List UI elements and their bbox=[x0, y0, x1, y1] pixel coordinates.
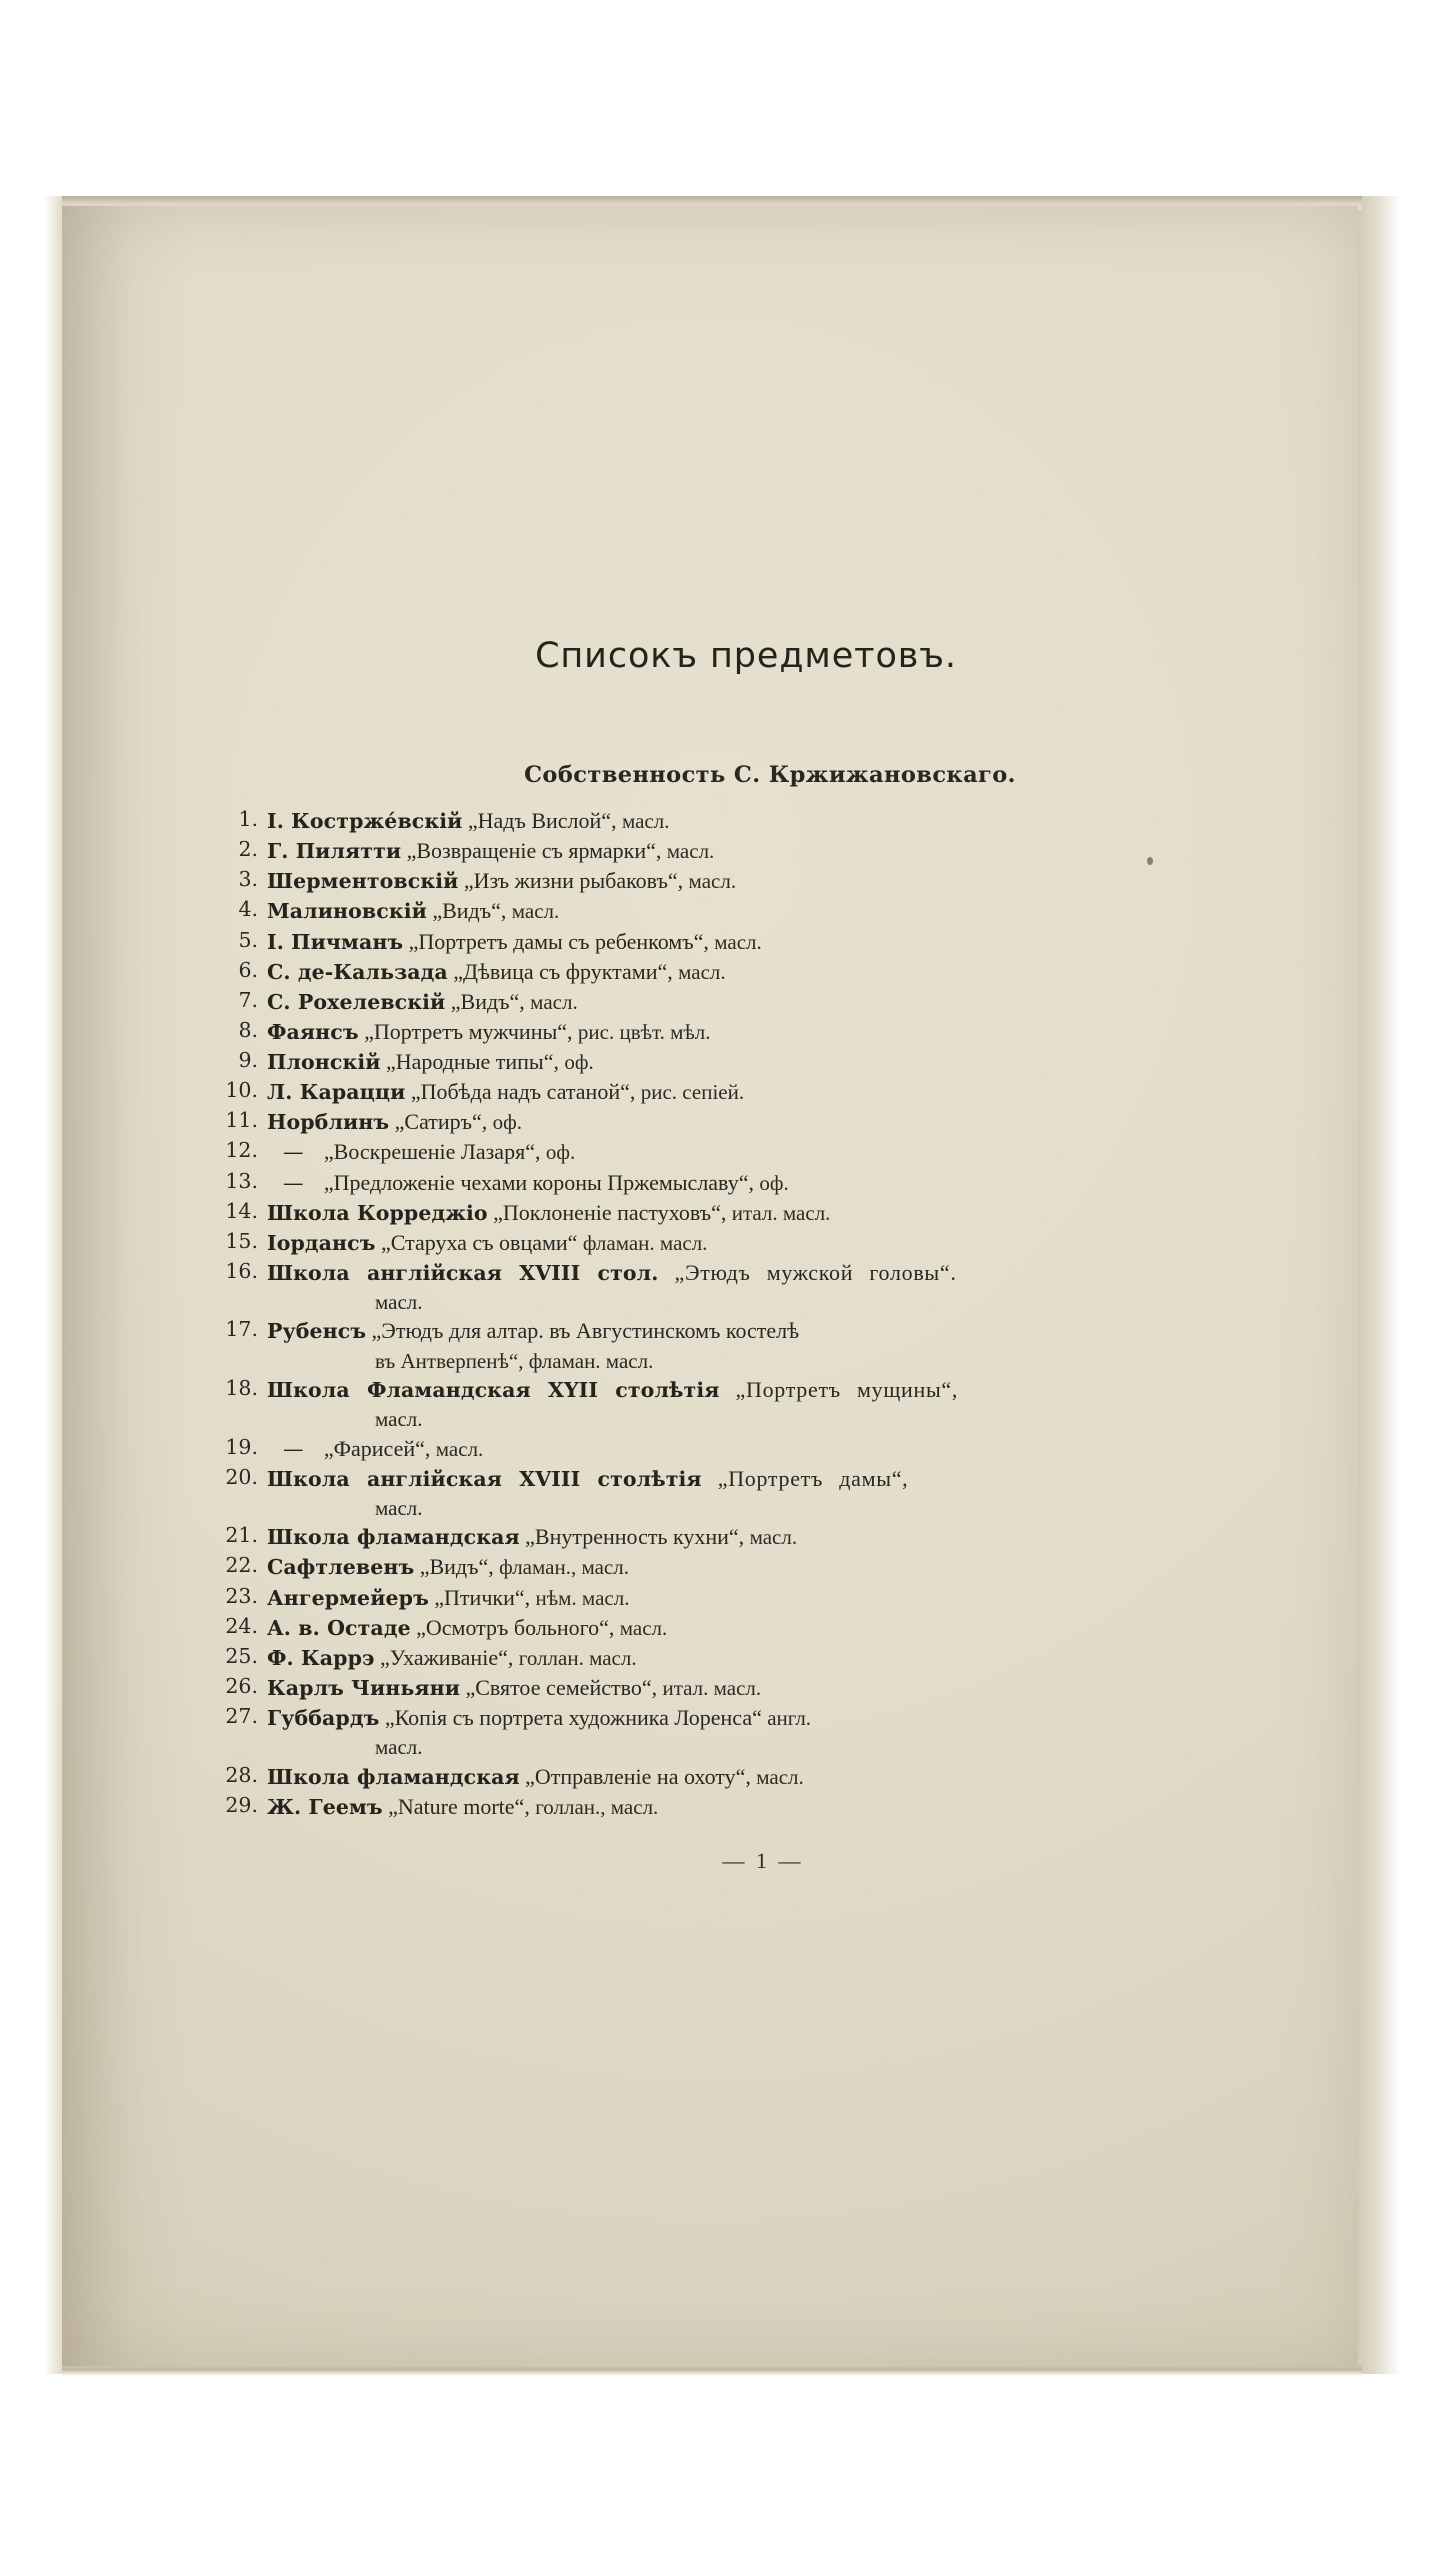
entry-number: 7. bbox=[238, 987, 258, 1012]
entry-number: 6. bbox=[238, 957, 258, 982]
entry-artist: Iордансъ bbox=[267, 1230, 376, 1255]
entry-medium: оф. bbox=[564, 1050, 594, 1074]
entry-body bbox=[267, 1522, 1230, 1552]
entry-body bbox=[267, 1316, 1230, 1375]
list-item bbox=[210, 927, 1230, 957]
entry-artist: Губбардъ bbox=[267, 1706, 380, 1731]
entry-body bbox=[267, 1434, 1230, 1464]
entry-work-title: „Внутренность кухни“, bbox=[525, 1524, 745, 1550]
entry-number: 22. bbox=[225, 1553, 258, 1578]
list-item bbox=[210, 1316, 1230, 1375]
entry-body bbox=[267, 1375, 1230, 1434]
entry-body bbox=[267, 987, 1230, 1017]
entry-work-title: „Фарисей“, bbox=[323, 1435, 431, 1461]
entry-work-title: „Видъ“, bbox=[432, 898, 507, 924]
entry-number: 9. bbox=[238, 1048, 258, 1072]
entry-number: 1. bbox=[238, 807, 258, 831]
entry-artist: С. де-Кальзада bbox=[267, 959, 448, 984]
entry-artist: Норблинъ bbox=[267, 1110, 390, 1135]
list-item bbox=[210, 1673, 1230, 1703]
entry-work-title: „Копiя съ портрета художника Лоренса“ bbox=[384, 1705, 762, 1731]
entry-number: 10. bbox=[225, 1078, 258, 1103]
entry-artist: Школа фламандская bbox=[267, 1764, 520, 1789]
entry-number: 3. bbox=[238, 867, 258, 892]
entry-continuation-line: масл. bbox=[375, 1290, 423, 1314]
entry-number: 26. bbox=[225, 1673, 258, 1698]
entry-medium: масл. bbox=[530, 989, 578, 1014]
entry-body bbox=[267, 1583, 1230, 1613]
entry-body bbox=[267, 1077, 1230, 1107]
entry-medium: масл. bbox=[714, 929, 762, 954]
entry-artist: — bbox=[283, 1140, 305, 1165]
entry-work-title: „Возвращенiе съ ярмарки“, bbox=[406, 838, 662, 864]
page-title: Списокъ предметовъ. bbox=[535, 636, 957, 676]
entry-artist: Малиновскiй bbox=[267, 899, 427, 924]
entry-medium: масл. bbox=[511, 899, 560, 924]
list-item bbox=[210, 1077, 1230, 1107]
entry-body bbox=[267, 1047, 1230, 1077]
entry-artist: — bbox=[283, 1170, 305, 1195]
entry-body bbox=[267, 1643, 1230, 1673]
entry-number: 25. bbox=[225, 1643, 258, 1668]
entry-artist: Г. Пилятти bbox=[267, 839, 402, 864]
list-item bbox=[210, 1375, 1230, 1434]
entry-work-title: „Осмотръ больного“, bbox=[416, 1614, 615, 1640]
entry-medium: фламан. масл. bbox=[582, 1230, 708, 1255]
entry-artist: Ангермейеръ bbox=[267, 1585, 429, 1610]
list-item bbox=[210, 1703, 1230, 1762]
entry-number: 24. bbox=[225, 1613, 258, 1638]
entry-medium: нѣм. масл. bbox=[535, 1585, 630, 1610]
entry-artist: Школа Корреджiо bbox=[267, 1200, 488, 1225]
entry-work-title: „Изъ жизни рыбаковъ“, bbox=[463, 868, 684, 894]
entry-number: 21. bbox=[225, 1523, 258, 1548]
entry-body bbox=[267, 1228, 1230, 1258]
entry-medium: масл. bbox=[756, 1764, 804, 1789]
entry-artist: Сафтлевенъ bbox=[267, 1555, 415, 1580]
list-item bbox=[210, 957, 1230, 987]
entry-body bbox=[267, 1258, 1230, 1317]
entry-body bbox=[267, 1703, 1230, 1762]
entry-number: 13. bbox=[225, 1168, 258, 1193]
list-item bbox=[210, 1464, 1230, 1523]
entry-medium: фламан., масл. bbox=[499, 1555, 629, 1580]
entry-work-title: „Старуха съ овцами“ bbox=[380, 1229, 578, 1255]
entry-medium: оф. bbox=[759, 1170, 789, 1195]
entry-work-title: „Птички“, bbox=[434, 1584, 531, 1610]
entry-number: 4. bbox=[238, 897, 258, 922]
list-item bbox=[210, 1198, 1230, 1228]
entry-medium: голлан., масл. bbox=[535, 1794, 659, 1819]
entry-medium: голлан. масл. bbox=[518, 1645, 637, 1670]
entry-work-title: „Этюдъ для алтар. въ Августинскомъ костелѣ bbox=[371, 1318, 800, 1344]
entry-number: 23. bbox=[225, 1583, 258, 1608]
entry-body bbox=[267, 866, 1230, 896]
entry-work-title: „Видъ“, bbox=[450, 988, 525, 1014]
entry-medium: масл. bbox=[666, 839, 715, 864]
entry-medium: масл. bbox=[435, 1436, 484, 1461]
entry-medium: рис. цвѣт. мѣл. bbox=[577, 1019, 711, 1044]
entry-artist: I. Пичманъ bbox=[267, 929, 404, 954]
entry-number: 2. bbox=[238, 837, 258, 862]
entry-work-title: „Побѣда надъ сатаной“, bbox=[410, 1079, 636, 1105]
entry-medium: масл. bbox=[619, 1615, 668, 1640]
entry-number: 18. bbox=[225, 1376, 258, 1401]
entry-artist: Школа англiйская XVIII стол. bbox=[267, 1260, 659, 1285]
list-item bbox=[210, 1583, 1230, 1613]
list-item bbox=[210, 1228, 1230, 1258]
entry-artist: Л. Карацци bbox=[267, 1080, 406, 1105]
entry-work-title: „Воскрешенiе Лазаря“, bbox=[323, 1139, 541, 1165]
entry-work-title: „Nature morte“, bbox=[388, 1793, 530, 1819]
entry-medium: оф. bbox=[545, 1140, 576, 1165]
entry-work-title: „Святое семейство“, bbox=[465, 1674, 658, 1700]
entry-body bbox=[267, 927, 1230, 957]
list-item bbox=[210, 1137, 1230, 1167]
entry-number: 29. bbox=[225, 1792, 258, 1817]
book-edge-shadow-right bbox=[1355, 196, 1401, 2374]
entry-body bbox=[267, 1552, 1230, 1582]
entry-artist: — bbox=[283, 1436, 305, 1461]
entry-body bbox=[267, 1017, 1230, 1047]
list-item bbox=[210, 1047, 1230, 1077]
entry-artist: Шерментовскiй bbox=[267, 869, 459, 894]
entry-body bbox=[267, 1168, 1230, 1198]
entry-work-title: „Поклоненiе пастуховъ“, bbox=[493, 1199, 727, 1225]
entry-artist: Рубенсъ bbox=[267, 1319, 367, 1344]
entry-continuation-line: въ Антверпенѣ“, фламан. масл. bbox=[375, 1348, 654, 1373]
list-item bbox=[210, 1522, 1230, 1552]
entry-body bbox=[267, 1107, 1230, 1137]
entry-medium: масл. bbox=[678, 959, 726, 984]
entry-work-title: „Этюдъ мужской головы“. bbox=[674, 1259, 957, 1285]
entry-body bbox=[267, 1762, 1230, 1792]
entry-medium: итал. масл. bbox=[662, 1675, 762, 1700]
entry-work-title: „Портретъ мужчины“, bbox=[364, 1018, 573, 1044]
entry-medium: оф. bbox=[492, 1110, 523, 1135]
entry-artist: Ф. Каррэ bbox=[267, 1645, 375, 1670]
entry-number: 14. bbox=[225, 1198, 258, 1223]
entry-body bbox=[267, 806, 1230, 836]
list-item bbox=[210, 836, 1230, 866]
entry-medium: итал. масл. bbox=[731, 1200, 831, 1225]
entry-number: 16. bbox=[225, 1258, 258, 1283]
entry-number: 15. bbox=[225, 1228, 258, 1253]
entry-continuation-line: масл. bbox=[375, 1735, 423, 1760]
scanned-page bbox=[62, 206, 1358, 2366]
list-item bbox=[210, 1643, 1230, 1673]
entry-work-title: „Портретъ дамы“, bbox=[717, 1465, 909, 1491]
scan-speck bbox=[1147, 857, 1153, 865]
entry-work-title: „Портретъ мущины“, bbox=[735, 1377, 959, 1403]
entry-number: 28. bbox=[225, 1762, 258, 1787]
list-item bbox=[210, 1762, 1230, 1792]
entry-body bbox=[267, 1613, 1230, 1643]
entry-artist: Ж. Геемъ bbox=[267, 1794, 383, 1819]
list-item bbox=[210, 896, 1230, 926]
entry-body bbox=[267, 836, 1230, 866]
list-item bbox=[210, 1017, 1230, 1047]
page-number: — 1 — bbox=[722, 1847, 804, 1873]
page-gutter-gradient bbox=[62, 206, 192, 2366]
entry-work-title: „Сатиръ“, bbox=[394, 1109, 488, 1135]
entry-work-title: „Портретъ дамы съ ребенкомъ“, bbox=[408, 928, 709, 954]
list-item bbox=[210, 866, 1230, 896]
entry-work-title: „Видъ“, bbox=[419, 1554, 494, 1580]
entry-medium: масл. bbox=[749, 1525, 798, 1550]
entry-body bbox=[267, 1137, 1230, 1167]
entry-body bbox=[267, 1673, 1230, 1703]
entry-artist: I. Кострже́вскiй bbox=[267, 809, 463, 833]
entry-work-title: „Народные типы“, bbox=[385, 1049, 559, 1074]
list-item bbox=[210, 1258, 1230, 1317]
list-item bbox=[210, 806, 1230, 836]
entry-number: 5. bbox=[238, 927, 258, 952]
entry-number: 8. bbox=[238, 1017, 258, 1042]
list-item bbox=[210, 1792, 1230, 1822]
entry-body bbox=[267, 1464, 1230, 1523]
entry-artist: Карлъ Чиньяни bbox=[267, 1675, 461, 1700]
entry-artist: Школа Фламандская XYII столѣтiя bbox=[267, 1378, 720, 1403]
entry-body bbox=[267, 896, 1230, 926]
entry-number: 27. bbox=[225, 1704, 258, 1729]
entry-medium: масл. bbox=[621, 809, 670, 833]
list-item bbox=[210, 1552, 1230, 1582]
entry-medium: рис. сепiей. bbox=[640, 1080, 745, 1105]
type-block bbox=[210, 636, 1230, 1874]
entry-number: 20. bbox=[225, 1464, 258, 1489]
entry-medium: масл. bbox=[688, 869, 737, 894]
entry-body bbox=[267, 1198, 1230, 1228]
entry-work-title: „Отправленiе на охоту“, bbox=[525, 1763, 751, 1789]
entry-work-title: „Ухаживанiе“, bbox=[379, 1644, 514, 1670]
entry-medium: англ. bbox=[767, 1706, 812, 1731]
list-item bbox=[210, 1107, 1230, 1137]
entry-number: 17. bbox=[225, 1317, 258, 1342]
entry-continuation-line: масл. bbox=[375, 1495, 423, 1520]
entry-artist: Школа англiйская XVIII столѣтiя bbox=[267, 1466, 702, 1491]
entry-artist: Фаянсъ bbox=[267, 1019, 359, 1044]
entry-work-title: „Надъ Вислой“, bbox=[467, 808, 617, 833]
entry-continuation-line: масл. bbox=[375, 1407, 423, 1432]
entry-artist: Плонскiй bbox=[267, 1050, 381, 1074]
entry-body bbox=[267, 957, 1230, 987]
entry-artist: А. в. Остаде bbox=[267, 1615, 411, 1640]
entry-work-title: „Дѣвица съ фруктами“, bbox=[453, 958, 673, 984]
list-item bbox=[210, 1434, 1230, 1464]
catalog-entry-list bbox=[210, 806, 1230, 1822]
entry-body bbox=[267, 1792, 1230, 1822]
entry-number: 12. bbox=[225, 1138, 258, 1163]
entry-number: 19. bbox=[225, 1434, 258, 1459]
entry-number: 11. bbox=[225, 1108, 258, 1133]
entry-artist: Школа фламандская bbox=[267, 1525, 520, 1550]
list-item bbox=[210, 1613, 1230, 1643]
entry-work-title: „Предложенiе чехами короны Пржемыславу“, bbox=[323, 1169, 754, 1195]
list-item bbox=[210, 1168, 1230, 1198]
list-item bbox=[210, 987, 1230, 1017]
section-heading-owner: Собственность С. Кржижановскаго. bbox=[524, 762, 1016, 788]
entry-artist: С. Рохелевскiй bbox=[267, 989, 446, 1014]
